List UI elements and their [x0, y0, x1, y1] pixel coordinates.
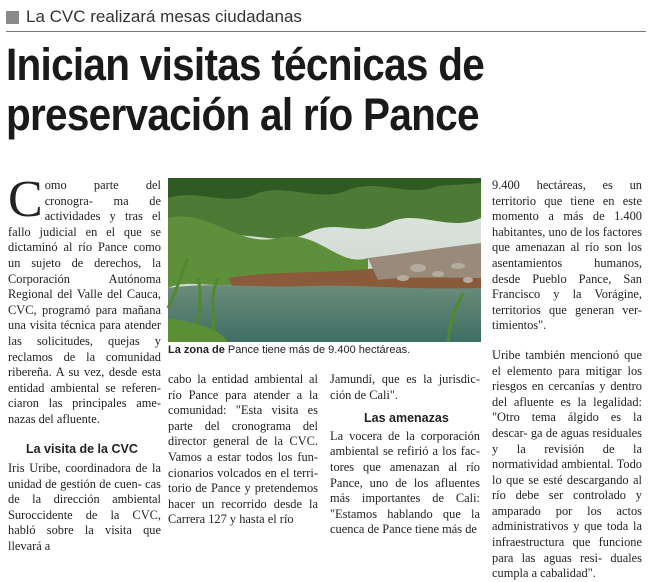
article-column-4	[492, 178, 642, 582]
river-photo-illustration	[168, 178, 481, 342]
col1-paragraph-2: Iris Uribe, coordinadora de la unidad de gestión de cuen- cas de la dirección ambiental Suroccidente de la CVC, habló sobre la visita que llevará a	[8, 461, 161, 554]
kicker-square-icon	[6, 11, 19, 24]
col4-paragraph-1: 9.400 hectáreas, es un territorio que tiene en este momento a más de 1.400 habitantes, uno de los factores que amenazan al río son los asentamientos humanos, desde Pueblo Pance, San Francisco y la Vorágine, territorios que generan ver- timientos".	[492, 178, 642, 333]
col2-paragraph: cabo la entidad ambiental al río Pance para atender a la comunidad: "Esta visita es parte del cronograma del director general de la CVC. Vamos a estar todos los fun- cionarios volcados en el terri- torio de Pance y pretendemos hacer un recorrido desde la Carrera 127 y hasta el río	[168, 372, 318, 527]
kicker-text: La CVC realizará mesas ciudadanas	[26, 7, 302, 26]
col4-paragraph-2: Uribe también mencionó que el elemento para mitigar los riesgos en cercanías y dentro del afluente es la legalidad: "Otro tema álgido es la descar- ga de aguas residuales y la revisión de la normatividad ambiental. Todo lo que se esté descargando al río debe ser controlado y amparado por los actos administrativos y que toda la infraestructura que funcione para las aguas resi- duales cumpla a cabalidad".	[492, 347, 643, 581]
article-column-3	[330, 372, 480, 538]
kicker-divider	[6, 31, 646, 32]
article-column-2	[168, 372, 318, 528]
col1-paragraph-1: omo parte del cronogra- ma de actividades y tras el fallo judicial en el que se dictaminó al río Pance como un sujeto de derechos, la Corporación Autónoma Regional del Valle del Cauca, CVC, programó para mañana una visita técnica para atender las solicitudes, quejas y reclamos de la comunidad ribereña. A su vez, desde esta entidad ambiental se referen- ciaron las principales ame- nazas del afluente.	[8, 178, 161, 426]
subhead-las-amenazas: Las amenazas	[364, 411, 449, 426]
subhead-la-visita: La visita de la CVC	[26, 441, 138, 456]
drop-cap: C	[8, 171, 43, 228]
headline-line-2: preservación al río Pance	[6, 89, 479, 140]
river-photo	[168, 178, 481, 342]
caption-bold: La zona de	[168, 344, 225, 356]
section-kicker	[6, 6, 302, 28]
caption-rest: Pance tiene más de 9.400 hectáreas.	[224, 344, 411, 356]
photo-caption	[168, 344, 481, 360]
headline	[6, 40, 582, 140]
col3-paragraph-1: Jamundí, que es la jurisdic- ción de Cali".	[330, 372, 480, 402]
col3-paragraph-2: La vocera de la corporación ambiental se refirió a los fac- tores que amenazan al río Pance, uno de los afluentes más importantes de Cali: "Estamos hablando que la cuenca de Pance tiene más de	[330, 428, 480, 537]
headline-line-1: Inician visitas técnicas de	[6, 39, 485, 90]
article-column-1	[8, 171, 161, 555]
